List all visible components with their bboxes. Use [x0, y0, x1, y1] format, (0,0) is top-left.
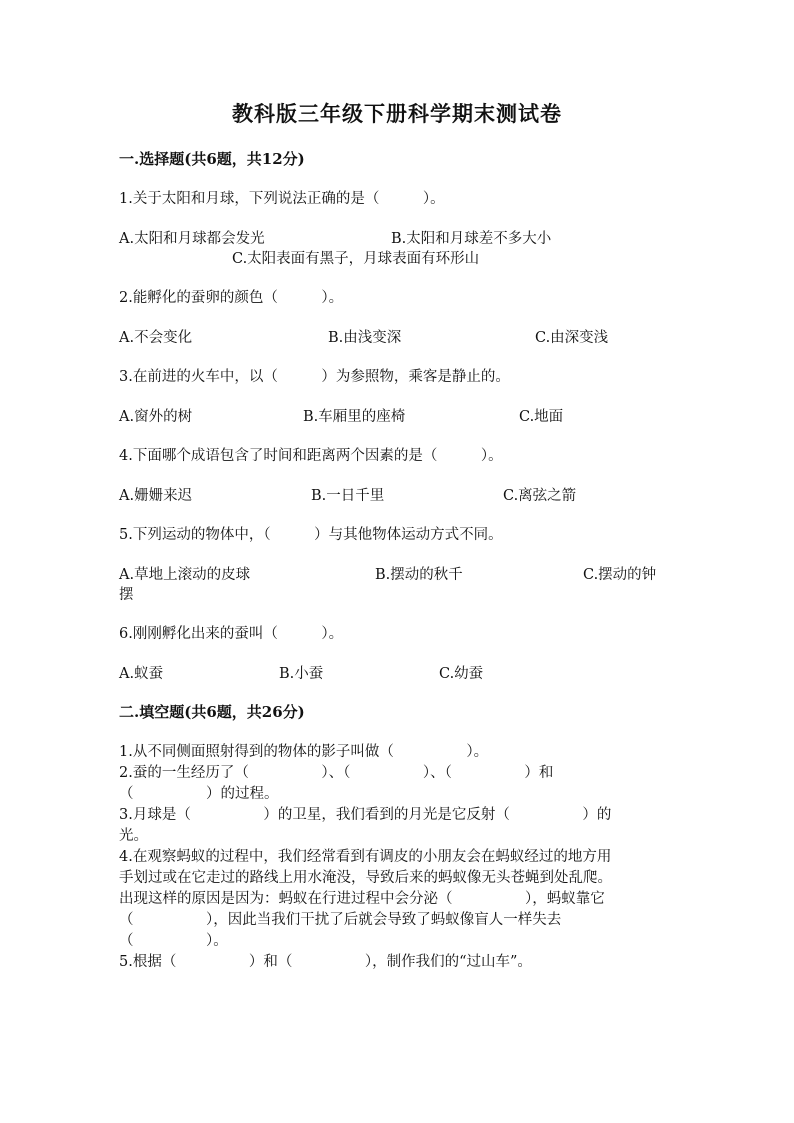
answer-option-a: A.窗外的树 [119, 409, 193, 425]
question-stem: 2.能孵化的蚕卵的颜色（ ）。 [119, 290, 344, 306]
answer-option-b: B.太阳和月球差不多大小 [391, 231, 552, 247]
question-stem: 4.下面哪个成语包含了时间和距离两个因素的是（ ）。 [119, 448, 503, 464]
answer-option-c: C.太阳表面有黑子，月球表面有环形山 [232, 251, 480, 267]
fill-in-line: （ ）的过程。 [119, 786, 279, 802]
question-stem: 1.关于太阳和月球，下列说法正确的是（ ）。 [119, 191, 445, 207]
answer-option-a: A.蚁蚕 [119, 666, 164, 682]
fill-in-line: （ ），因此当我们干扰了后就会导致了蚂蚁像盲人一样失去 [119, 912, 562, 928]
fill-in-line: 光。 [119, 828, 148, 844]
fill-in-line: 4.在观察蚂蚁的过程中，我们经常看到有调皮的小朋友会在蚂蚁经过的地方用 [119, 849, 612, 865]
answer-option-c: C.幼蚕 [439, 666, 484, 682]
question-stem: 5.下列运动的物体中，（ ）与其他物体运动方式不同。 [119, 527, 503, 543]
question-stem: 6.刚刚孵化出来的蚕叫（ ）。 [119, 626, 344, 642]
answer-option-a: A.姗姗来迟 [119, 488, 193, 504]
section-heading-fill-in: 二.填空题(共6题，共26分) [119, 703, 305, 721]
answer-option-a: A.草地上滚动的皮球 [119, 567, 251, 583]
fill-in-line: 5.根据（ ）和（ ），制作我们的“过山车”。 [119, 954, 532, 970]
fill-in-line: 2.蚕的一生经历了（ ）、（ ）、（ ）和 [119, 765, 554, 781]
question-stem: 3.在前进的火车中，以（ ）为参照物，乘客是静止的。 [119, 369, 510, 385]
answer-option-c: C.地面 [519, 409, 564, 425]
fill-in-line: 出现这样的原因是因为：蚂蚁在行进过程中会分泌（ ），蚂蚁靠它 [119, 891, 605, 907]
answer-option-c: C.由深变浅 [535, 330, 609, 346]
answer-option-b: B.由浅变深 [328, 330, 402, 346]
section-heading-choice: 一.选择题(共6题，共12分) [119, 150, 305, 168]
fill-in-line: （ ）。 [119, 933, 228, 949]
page-title: 教科版三年级下册科学期末测试卷 [232, 101, 562, 126]
answer-option-c: C.离弦之箭 [503, 488, 577, 504]
answer-option-a: A.太阳和月球都会发光 [119, 231, 265, 247]
answer-option-c-continued: 摆 [119, 587, 134, 603]
answer-option-b: B.一日千里 [311, 488, 385, 504]
fill-in-line: 3.月球是（ ）的卫星，我们看到的月光是它反射（ ）的 [119, 807, 612, 823]
answer-option-c: C.摆动的钟 [583, 567, 657, 583]
answer-option-b: B.车厢里的座椅 [303, 409, 406, 425]
answer-option-a: A.不会变化 [119, 330, 193, 346]
answer-option-b: B.摆动的秋千 [375, 567, 463, 583]
fill-in-line: 手划过或在它走过的路线上用水淹没，导致后来的蚂蚁像无头苍蝇到处乱爬。 [119, 870, 612, 886]
fill-in-line: 1.从不同侧面照射得到的物体的影子叫做（ ）。 [119, 744, 489, 760]
answer-option-b: B.小蚕 [279, 666, 324, 682]
